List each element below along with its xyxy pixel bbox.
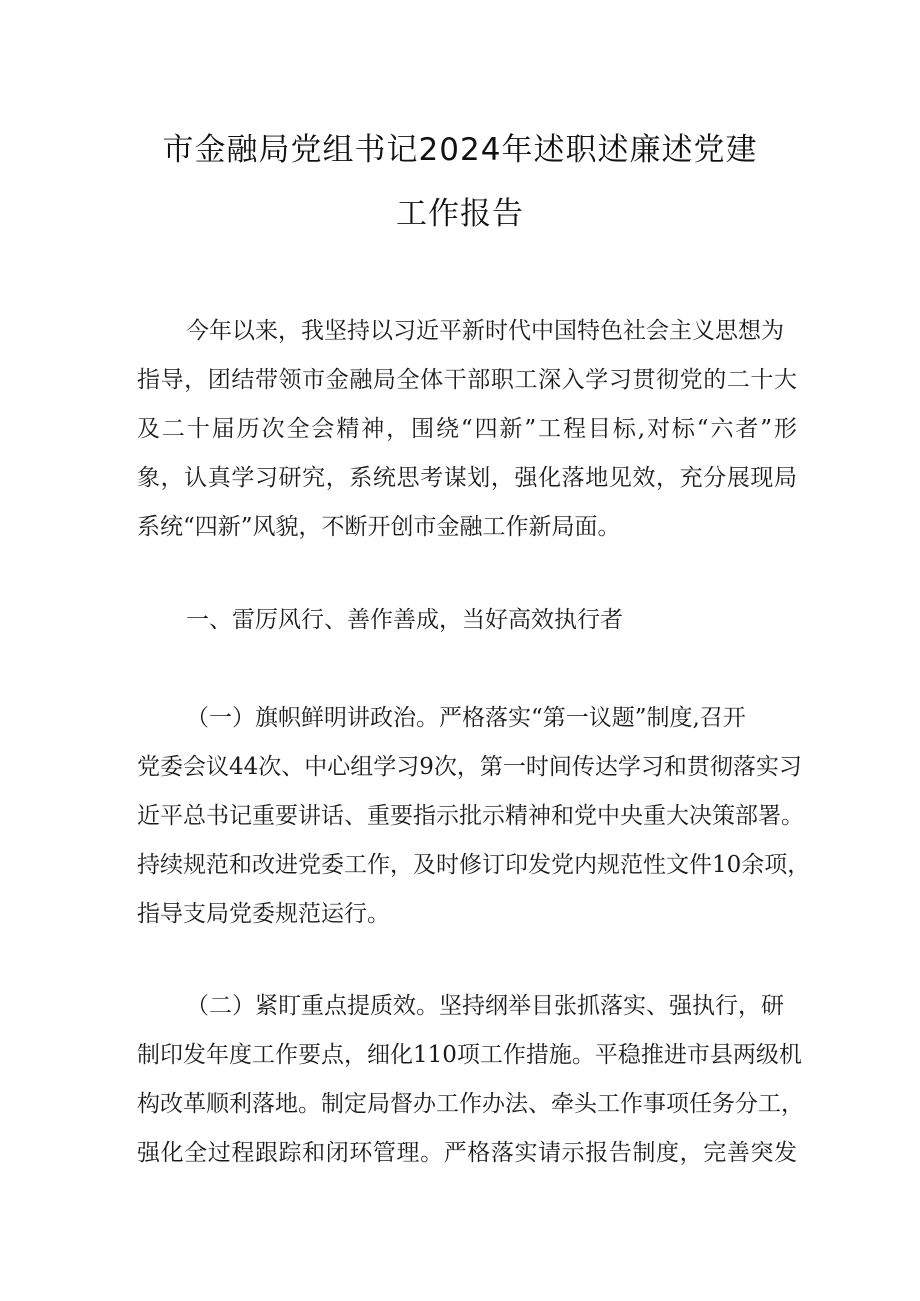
para-1-line-3: 近平总书记重要讲话、重要指示批示精神和党中央重大决策部署。 <box>137 803 804 829</box>
para-1-line-2: 党委会议44次、中心组学习9次，第一时间传达学习和贯彻落实习 <box>137 754 802 780</box>
intro-line-4: 象，认真学习研究，系统思考谋划，强化落地见效，充分展现局 <box>137 465 797 491</box>
para-2-line-2: 制印发年度工作要点，细化110项工作措施。平稳推进市县两级机 <box>137 1042 802 1068</box>
intro-line-1: 今年以来，我坚持以习近平新时代中国特色社会主义思想为 <box>186 318 784 344</box>
intro-line-5: 系统“四新”风貌，不断开创市金融工作新局面。 <box>137 514 621 540</box>
para-1-line-5: 指导支局党委规范运行。 <box>137 901 390 927</box>
para-2-line-1: （二）紧盯重点提质效。坚持纲举目张抓落实、强执行，研 <box>186 993 784 1019</box>
para-2-line-4: 强化全过程跟踪和闭环管理。严格落实请示报告制度，完善突发 <box>137 1140 797 1166</box>
section-1-heading: 一、雷厉风行、善作善成，当好高效执行者 <box>186 607 623 633</box>
intro-line-2: 指导，团结带领市金融局全体干部职工深入学习贯彻党的二十大 <box>137 367 797 393</box>
intro-line-3: 及二十届历次全会精神，围绕“四新”工程目标,对标“六者”形 <box>137 416 797 442</box>
para-2-line-3: 构改革顺利落地。制定局督办工作办法、牵头工作事项任务分工， <box>137 1091 804 1117</box>
document-title-line-2: 工作报告 <box>396 196 524 232</box>
para-1-line-4: 持续规范和改进党委工作，及时修订印发党内规范性文件10余项， <box>137 852 811 878</box>
document-title-line-1: 市金融局党组书记2024年述职述廉述党建 <box>162 132 758 168</box>
para-1-line-1: （一）旗帜鲜明讲政治。严格落实“第一议题”制度,召开 <box>186 705 746 731</box>
